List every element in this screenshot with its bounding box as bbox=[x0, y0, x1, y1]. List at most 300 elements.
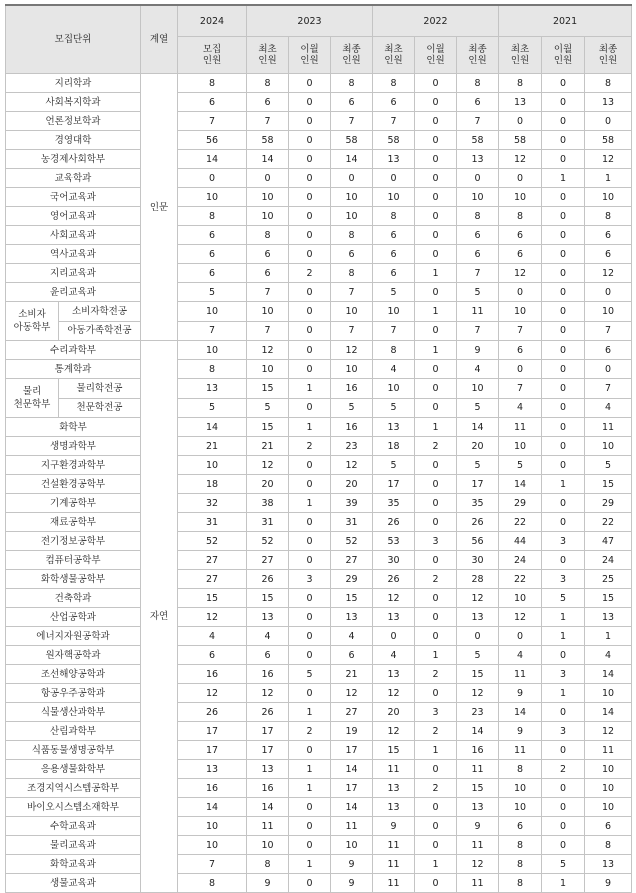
value-cell: 9 bbox=[457, 341, 499, 360]
value-cell: 14 bbox=[499, 703, 542, 722]
value-cell: 0 bbox=[289, 112, 331, 131]
value-cell: 1 bbox=[289, 494, 331, 513]
value-cell: 39 bbox=[331, 494, 373, 513]
value-cell: 1 bbox=[289, 855, 331, 874]
value-cell: 0 bbox=[415, 74, 457, 93]
value-cell: 26 bbox=[247, 703, 289, 722]
value-cell: 8 bbox=[247, 855, 289, 874]
value-cell: 7 bbox=[373, 112, 415, 131]
value-cell: 12 bbox=[499, 150, 542, 169]
value-cell: 0 bbox=[415, 226, 457, 245]
value-cell: 0 bbox=[499, 169, 542, 188]
value-cell: 10 bbox=[499, 437, 542, 456]
value-cell: 12 bbox=[373, 684, 415, 703]
value-cell: 14 bbox=[331, 798, 373, 817]
value-cell: 29 bbox=[331, 570, 373, 589]
value-cell: 1 bbox=[415, 855, 457, 874]
value-cell: 6 bbox=[373, 93, 415, 112]
value-cell: 5 bbox=[457, 646, 499, 665]
unit-name-cell: 언론정보학과 bbox=[6, 112, 141, 131]
value-cell: 32 bbox=[178, 494, 247, 513]
value-cell: 5 bbox=[331, 398, 373, 418]
value-cell: 2 bbox=[415, 570, 457, 589]
value-cell: 2 bbox=[289, 264, 331, 283]
value-cell: 7 bbox=[457, 264, 499, 283]
unit-name-cell: 물리학전공 bbox=[59, 379, 141, 398]
category-cell: 인문 bbox=[141, 74, 178, 341]
value-cell: 30 bbox=[457, 551, 499, 570]
value-cell: 13 bbox=[373, 418, 415, 437]
value-cell: 2 bbox=[289, 437, 331, 456]
value-cell: 23 bbox=[331, 437, 373, 456]
header-carryover-count-2022: 이월 인원 bbox=[415, 37, 457, 74]
unit-name-cell: 수학교육과 bbox=[6, 817, 141, 836]
value-cell: 10 bbox=[373, 379, 415, 399]
value-cell: 0 bbox=[289, 798, 331, 817]
value-cell: 5 bbox=[373, 456, 415, 475]
value-cell: 17 bbox=[373, 475, 415, 494]
value-cell: 1 bbox=[289, 703, 331, 722]
value-cell: 0 bbox=[415, 150, 457, 169]
unit-name-cell: 화학부 bbox=[6, 418, 141, 437]
value-cell: 0 bbox=[415, 551, 457, 570]
value-cell: 13 bbox=[457, 150, 499, 169]
value-cell: 27 bbox=[247, 551, 289, 570]
value-cell: 1 bbox=[542, 475, 585, 494]
value-cell: 7 bbox=[247, 112, 289, 131]
value-cell: 5 bbox=[457, 398, 499, 418]
value-cell: 2 bbox=[415, 437, 457, 456]
value-cell: 8 bbox=[499, 836, 542, 855]
value-cell: 0 bbox=[415, 513, 457, 532]
value-cell: 53 bbox=[373, 532, 415, 551]
value-cell: 1 bbox=[289, 760, 331, 779]
unit-name-cell: 산림과학부 bbox=[6, 722, 141, 741]
value-cell: 7 bbox=[585, 379, 632, 399]
value-cell: 6 bbox=[178, 245, 247, 264]
unit-name-cell: 전기정보공학부 bbox=[6, 532, 141, 551]
value-cell: 13 bbox=[373, 798, 415, 817]
value-cell: 11 bbox=[373, 874, 415, 893]
value-cell: 0 bbox=[499, 360, 542, 379]
value-cell: 8 bbox=[178, 74, 247, 93]
category-cell: 자연 bbox=[141, 341, 178, 893]
value-cell: 11 bbox=[373, 855, 415, 874]
value-cell: 3 bbox=[415, 532, 457, 551]
value-cell: 6 bbox=[457, 93, 499, 112]
value-cell: 19 bbox=[331, 722, 373, 741]
table-row bbox=[6, 570, 632, 589]
value-cell: 0 bbox=[415, 494, 457, 513]
value-cell: 0 bbox=[373, 627, 415, 646]
table-row bbox=[6, 418, 632, 437]
value-cell: 30 bbox=[373, 551, 415, 570]
value-cell: 0 bbox=[415, 874, 457, 893]
value-cell: 6 bbox=[331, 245, 373, 264]
value-cell: 13 bbox=[373, 665, 415, 684]
admissions-table bbox=[5, 4, 632, 893]
value-cell: 0 bbox=[542, 245, 585, 264]
value-cell: 8 bbox=[499, 74, 542, 93]
unit-name-cell: 역사교육과 bbox=[6, 245, 141, 264]
value-cell: 6 bbox=[373, 226, 415, 245]
value-cell: 17 bbox=[331, 741, 373, 760]
value-cell: 14 bbox=[247, 150, 289, 169]
value-cell: 8 bbox=[247, 74, 289, 93]
value-cell: 0 bbox=[542, 836, 585, 855]
value-cell: 0 bbox=[289, 150, 331, 169]
value-cell: 8 bbox=[499, 874, 542, 893]
table-row bbox=[6, 207, 632, 226]
value-cell: 12 bbox=[499, 264, 542, 283]
value-cell: 0 bbox=[542, 779, 585, 798]
value-cell: 9 bbox=[247, 874, 289, 893]
value-cell: 1 bbox=[415, 302, 457, 322]
unit-name-cell: 교육학과 bbox=[6, 169, 141, 188]
value-cell: 16 bbox=[331, 418, 373, 437]
value-cell: 0 bbox=[457, 627, 499, 646]
value-cell: 11 bbox=[247, 817, 289, 836]
value-cell: 13 bbox=[585, 608, 632, 627]
value-cell: 0 bbox=[289, 341, 331, 360]
value-cell: 5 bbox=[178, 398, 247, 418]
value-cell: 5 bbox=[373, 283, 415, 302]
value-cell: 15 bbox=[457, 779, 499, 798]
value-cell: 7 bbox=[499, 379, 542, 399]
value-cell: 17 bbox=[178, 741, 247, 760]
value-cell: 5 bbox=[373, 398, 415, 418]
value-cell: 12 bbox=[457, 589, 499, 608]
value-cell: 0 bbox=[542, 494, 585, 513]
header-carryover-count-2023: 이월 인원 bbox=[289, 37, 331, 74]
value-cell: 13 bbox=[373, 779, 415, 798]
value-cell: 4 bbox=[247, 627, 289, 646]
unit-name-cell: 건축학과 bbox=[6, 589, 141, 608]
table-row bbox=[6, 874, 632, 893]
header-year-2022: 2022 bbox=[373, 5, 499, 37]
value-cell: 26 bbox=[247, 570, 289, 589]
value-cell: 26 bbox=[178, 703, 247, 722]
header-final-count-2022: 최종 인원 bbox=[457, 37, 499, 74]
value-cell: 9 bbox=[373, 817, 415, 836]
value-cell: 1 bbox=[585, 169, 632, 188]
value-cell: 0 bbox=[542, 551, 585, 570]
value-cell: 13 bbox=[373, 608, 415, 627]
value-cell: 0 bbox=[289, 283, 331, 302]
table-row bbox=[6, 494, 632, 513]
value-cell: 16 bbox=[247, 779, 289, 798]
value-cell: 0 bbox=[289, 589, 331, 608]
value-cell: 28 bbox=[457, 570, 499, 589]
value-cell: 14 bbox=[585, 665, 632, 684]
value-cell: 6 bbox=[178, 93, 247, 112]
table-row bbox=[6, 551, 632, 570]
value-cell: 13 bbox=[178, 760, 247, 779]
value-cell: 10 bbox=[178, 456, 247, 475]
value-cell: 0 bbox=[415, 684, 457, 703]
value-cell: 10 bbox=[457, 188, 499, 207]
value-cell: 0 bbox=[289, 475, 331, 494]
value-cell: 9 bbox=[331, 855, 373, 874]
value-cell: 58 bbox=[373, 131, 415, 150]
table-row bbox=[6, 646, 632, 665]
value-cell: 5 bbox=[289, 665, 331, 684]
value-cell: 14 bbox=[331, 760, 373, 779]
value-cell: 3 bbox=[542, 532, 585, 551]
value-cell: 6 bbox=[499, 817, 542, 836]
value-cell: 17 bbox=[457, 475, 499, 494]
table-row bbox=[6, 589, 632, 608]
value-cell: 10 bbox=[331, 360, 373, 379]
value-cell: 27 bbox=[331, 703, 373, 722]
unit-name-cell: 바이오시스템소재학부 bbox=[6, 798, 141, 817]
header-year-2024: 2024 bbox=[178, 5, 247, 37]
value-cell: 1 bbox=[289, 779, 331, 798]
value-cell: 0 bbox=[289, 93, 331, 112]
value-cell: 0 bbox=[289, 321, 331, 341]
value-cell: 0 bbox=[415, 627, 457, 646]
value-cell: 0 bbox=[415, 817, 457, 836]
value-cell: 0 bbox=[585, 360, 632, 379]
value-cell: 6 bbox=[457, 226, 499, 245]
unit-name-cell: 식물생산과학부 bbox=[6, 703, 141, 722]
value-cell: 1 bbox=[415, 264, 457, 283]
value-cell: 10 bbox=[585, 684, 632, 703]
table-row bbox=[6, 684, 632, 703]
value-cell: 14 bbox=[178, 798, 247, 817]
value-cell: 6 bbox=[178, 646, 247, 665]
value-cell: 11 bbox=[373, 760, 415, 779]
value-cell: 0 bbox=[415, 475, 457, 494]
unit-name-cell: 기계공학부 bbox=[6, 494, 141, 513]
value-cell: 4 bbox=[457, 360, 499, 379]
value-cell: 6 bbox=[499, 341, 542, 360]
value-cell: 12 bbox=[331, 341, 373, 360]
value-cell: 35 bbox=[457, 494, 499, 513]
value-cell: 10 bbox=[499, 302, 542, 322]
value-cell: 0 bbox=[542, 360, 585, 379]
value-cell: 31 bbox=[331, 513, 373, 532]
value-cell: 12 bbox=[178, 684, 247, 703]
value-cell: 6 bbox=[499, 226, 542, 245]
value-cell: 0 bbox=[373, 169, 415, 188]
value-cell: 13 bbox=[247, 760, 289, 779]
value-cell: 6 bbox=[247, 93, 289, 112]
value-cell: 52 bbox=[247, 532, 289, 551]
value-cell: 0 bbox=[542, 741, 585, 760]
value-cell: 7 bbox=[457, 112, 499, 131]
value-cell: 0 bbox=[289, 513, 331, 532]
table-row bbox=[6, 760, 632, 779]
value-cell: 22 bbox=[499, 570, 542, 589]
value-cell: 8 bbox=[457, 74, 499, 93]
value-cell: 4 bbox=[331, 627, 373, 646]
value-cell: 12 bbox=[247, 684, 289, 703]
unit-name-cell: 국어교육과 bbox=[6, 188, 141, 207]
value-cell: 12 bbox=[585, 722, 632, 741]
value-cell: 13 bbox=[585, 93, 632, 112]
value-cell: 0 bbox=[415, 398, 457, 418]
header-year-2023: 2023 bbox=[247, 5, 373, 37]
value-cell: 4 bbox=[499, 398, 542, 418]
value-cell: 12 bbox=[331, 684, 373, 703]
value-cell: 12 bbox=[457, 855, 499, 874]
value-cell: 0 bbox=[289, 874, 331, 893]
value-cell: 6 bbox=[331, 93, 373, 112]
header-final-count-2021: 최종 인원 bbox=[585, 37, 632, 74]
unit-name-cell: 조경지역시스템공학부 bbox=[6, 779, 141, 798]
value-cell: 4 bbox=[373, 646, 415, 665]
value-cell: 8 bbox=[499, 855, 542, 874]
value-cell: 0 bbox=[289, 188, 331, 207]
value-cell: 0 bbox=[289, 608, 331, 627]
value-cell: 20 bbox=[373, 703, 415, 722]
value-cell: 7 bbox=[178, 112, 247, 131]
value-cell: 0 bbox=[415, 608, 457, 627]
value-cell: 16 bbox=[247, 665, 289, 684]
value-cell: 11 bbox=[585, 741, 632, 760]
value-cell: 0 bbox=[542, 264, 585, 283]
value-cell: 12 bbox=[373, 589, 415, 608]
value-cell: 4 bbox=[499, 646, 542, 665]
value-cell: 6 bbox=[499, 245, 542, 264]
value-cell: 0 bbox=[247, 169, 289, 188]
value-cell: 35 bbox=[373, 494, 415, 513]
value-cell: 17 bbox=[331, 779, 373, 798]
value-cell: 0 bbox=[415, 836, 457, 855]
value-cell: 5 bbox=[457, 456, 499, 475]
value-cell: 16 bbox=[178, 665, 247, 684]
value-cell: 4 bbox=[585, 398, 632, 418]
header-initial-count-2023: 최초 인원 bbox=[247, 37, 289, 74]
value-cell: 11 bbox=[331, 817, 373, 836]
value-cell: 8 bbox=[331, 226, 373, 245]
value-cell: 29 bbox=[585, 494, 632, 513]
unit-name-cell: 윤리교육과 bbox=[6, 283, 141, 302]
table-row bbox=[6, 226, 632, 245]
value-cell: 15 bbox=[331, 589, 373, 608]
value-cell: 27 bbox=[178, 570, 247, 589]
value-cell: 9 bbox=[499, 684, 542, 703]
value-cell: 10 bbox=[499, 188, 542, 207]
value-cell: 11 bbox=[499, 741, 542, 760]
value-cell: 0 bbox=[542, 93, 585, 112]
value-cell: 5 bbox=[585, 456, 632, 475]
value-cell: 0 bbox=[542, 798, 585, 817]
value-cell: 14 bbox=[457, 722, 499, 741]
value-cell: 0 bbox=[289, 226, 331, 245]
table-row bbox=[6, 188, 632, 207]
value-cell: 2 bbox=[415, 779, 457, 798]
value-cell: 23 bbox=[457, 703, 499, 722]
value-cell: 58 bbox=[499, 131, 542, 150]
value-cell: 10 bbox=[585, 760, 632, 779]
value-cell: 6 bbox=[457, 245, 499, 264]
value-cell: 20 bbox=[457, 437, 499, 456]
value-cell: 2 bbox=[542, 760, 585, 779]
unit-name-cell: 재료공학부 bbox=[6, 513, 141, 532]
value-cell: 7 bbox=[457, 321, 499, 341]
value-cell: 9 bbox=[331, 874, 373, 893]
unit-name-cell: 통계학과 bbox=[6, 360, 141, 379]
value-cell: 0 bbox=[542, 456, 585, 475]
value-cell: 0 bbox=[585, 283, 632, 302]
value-cell: 8 bbox=[373, 207, 415, 226]
value-cell: 0 bbox=[289, 302, 331, 322]
value-cell: 0 bbox=[289, 169, 331, 188]
value-cell: 31 bbox=[178, 513, 247, 532]
value-cell: 8 bbox=[373, 341, 415, 360]
table-row bbox=[6, 283, 632, 302]
unit-name-cell: 사회교육과 bbox=[6, 226, 141, 245]
unit-name-cell: 생물교육과 bbox=[6, 874, 141, 893]
value-cell: 14 bbox=[331, 150, 373, 169]
table-row bbox=[6, 779, 632, 798]
value-cell: 15 bbox=[585, 475, 632, 494]
value-cell: 0 bbox=[415, 589, 457, 608]
value-cell: 14 bbox=[247, 798, 289, 817]
value-cell: 0 bbox=[542, 321, 585, 341]
table-row bbox=[6, 513, 632, 532]
department-group-block bbox=[6, 379, 141, 418]
value-cell: 13 bbox=[585, 855, 632, 874]
unit-name-cell: 컴퓨터공학부 bbox=[6, 551, 141, 570]
value-cell: 11 bbox=[585, 418, 632, 437]
unit-name-cell: 영어교육과 bbox=[6, 207, 141, 226]
value-cell: 0 bbox=[415, 321, 457, 341]
unit-name-cell: 화학생물공학부 bbox=[6, 570, 141, 589]
value-cell: 10 bbox=[247, 188, 289, 207]
table-row bbox=[6, 627, 632, 646]
value-cell: 8 bbox=[585, 207, 632, 226]
unit-name-cell: 소비자학전공 bbox=[59, 302, 141, 321]
value-cell: 38 bbox=[247, 494, 289, 513]
header-carryover-count-2021: 이월 인원 bbox=[542, 37, 585, 74]
value-cell: 0 bbox=[542, 398, 585, 418]
value-cell: 8 bbox=[585, 74, 632, 93]
value-cell: 0 bbox=[289, 627, 331, 646]
value-cell: 5 bbox=[457, 283, 499, 302]
value-cell: 4 bbox=[373, 360, 415, 379]
value-cell: 22 bbox=[499, 513, 542, 532]
department-group-cell: 물리 천문학부 bbox=[6, 379, 59, 417]
value-cell: 0 bbox=[289, 741, 331, 760]
value-cell: 0 bbox=[289, 398, 331, 418]
header-initial-count-2022: 최초 인원 bbox=[373, 37, 415, 74]
header-recruit-count-2024: 모집 인원 bbox=[178, 37, 247, 74]
value-cell: 15 bbox=[247, 418, 289, 437]
value-cell: 0 bbox=[289, 131, 331, 150]
value-cell: 20 bbox=[247, 475, 289, 494]
value-cell: 10 bbox=[457, 379, 499, 399]
value-cell: 7 bbox=[331, 321, 373, 341]
value-cell: 6 bbox=[247, 646, 289, 665]
value-cell: 6 bbox=[247, 264, 289, 283]
value-cell: 0 bbox=[289, 817, 331, 836]
value-cell: 0 bbox=[542, 341, 585, 360]
value-cell: 16 bbox=[178, 779, 247, 798]
value-cell: 5 bbox=[247, 398, 289, 418]
unit-name-cell: 응용생물화학부 bbox=[6, 760, 141, 779]
value-cell: 58 bbox=[331, 131, 373, 150]
value-cell: 6 bbox=[331, 646, 373, 665]
value-cell: 0 bbox=[542, 513, 585, 532]
value-cell: 12 bbox=[499, 608, 542, 627]
value-cell: 18 bbox=[373, 437, 415, 456]
unit-name-cell: 아동가족학전공 bbox=[67, 325, 132, 337]
value-cell: 10 bbox=[178, 341, 247, 360]
value-cell: 0 bbox=[289, 646, 331, 665]
